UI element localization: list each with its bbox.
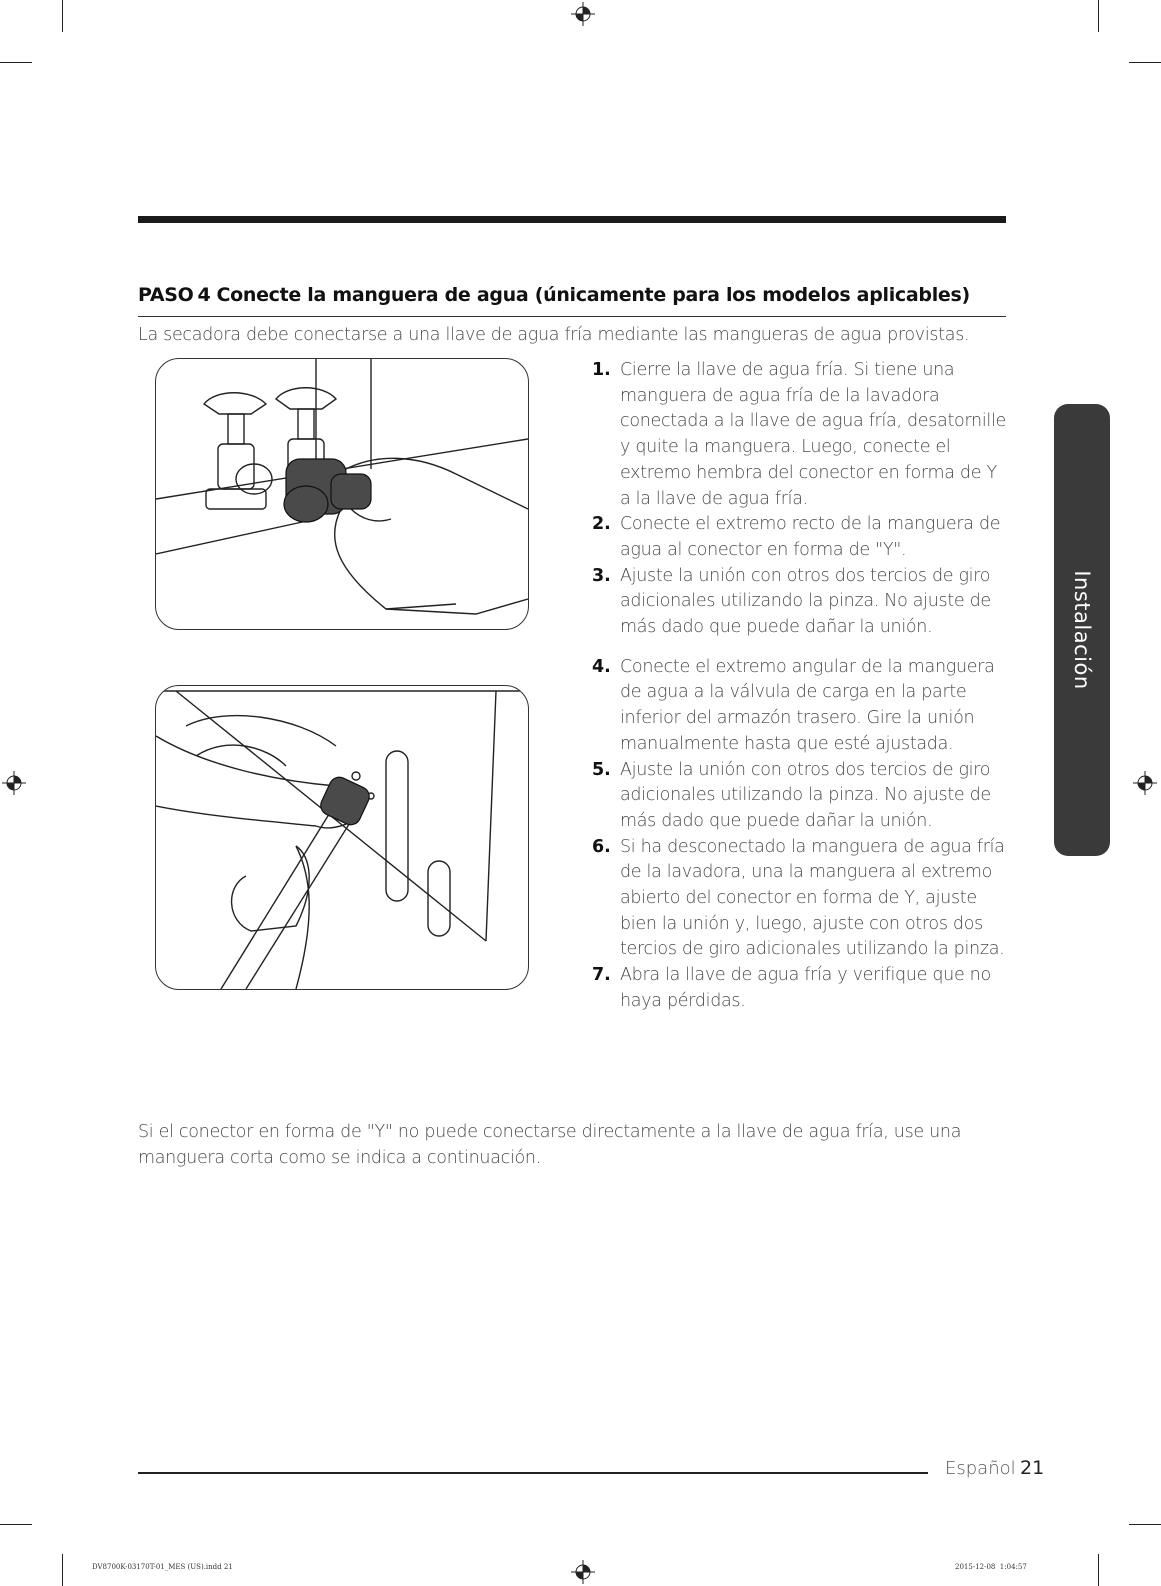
- illustration-faucet-y-connector: [155, 358, 529, 630]
- step-label: PASO: [138, 284, 194, 306]
- list-item: [588, 655, 1008, 758]
- crop-mark: [62, 0, 63, 32]
- step-item-number: 3.: [592, 565, 611, 586]
- side-tab-label: Instalación: [1070, 570, 1094, 690]
- crop-mark: [62, 1554, 63, 1586]
- step-item-number: 4.: [592, 656, 611, 677]
- print-slug-right: 2015-12-08 ￼ 1:04:57: [955, 1563, 1027, 1571]
- registration-mark-icon: [571, 1560, 595, 1584]
- faucet-connector-drawing: [156, 359, 528, 629]
- list-item: [588, 963, 1008, 1014]
- crop-mark: [1098, 0, 1099, 32]
- step-item-text: Abra la llave de agua fría y verifique que no haya pérdidas.: [620, 965, 991, 1011]
- registration-mark-icon: [571, 2, 595, 26]
- crop-mark: [1129, 1524, 1161, 1525]
- step-item-number: 6.: [592, 836, 611, 857]
- step-item-text: Ajuste la unión con otros dos tercios de giro adicionales utilizando la pinza. No ajuste de más dado que puede dañar la unión.: [620, 759, 991, 831]
- step-item-number: 5.: [592, 759, 611, 780]
- list-item: [588, 835, 1008, 964]
- page-number: 21: [1020, 1457, 1045, 1479]
- crop-mark: [0, 1524, 32, 1525]
- crop-mark: [1098, 1554, 1099, 1586]
- step-item-text: Conecte el extremo recto de la manguera de agua al conector en forma de "Y".: [620, 514, 1001, 560]
- crop-mark: [0, 62, 32, 63]
- step-item-text: Conecte el extremo angular de la manguera de agua a la válvula de carga en la parte inferior del armazón trasero. Gire la unión manualmente hasta que esté ajustada.: [620, 656, 995, 754]
- section-divider: [138, 216, 1006, 223]
- footer-language: Español: [945, 1458, 1016, 1479]
- list-item: [588, 564, 1008, 641]
- outro-text: Si el conector en forma de "Y" no puede conectarse directamente a la llave de agua fría, use una manguera corta como se indica a continuación.: [138, 1122, 962, 1168]
- heading-underline: [138, 316, 1006, 317]
- steps-list: [588, 358, 1008, 1015]
- illustration-dryer-valve: [155, 685, 529, 990]
- section-side-tab: [1054, 404, 1110, 856]
- step-title: Conecte la manguera de agua (únicamente para los modelos aplicables): [216, 284, 970, 306]
- intro-text: La secadora debe conectarse a una llave de agua fría mediante las mangueras de agua provistas.: [138, 325, 970, 345]
- print-slug-left: DV8700K-03170T-01_MES (US).indd 21: [92, 1563, 233, 1571]
- dryer-valve-drawing: [156, 686, 528, 989]
- list-item: [588, 758, 1008, 835]
- step-item-number: 2.: [592, 514, 611, 535]
- step-heading: [138, 284, 1006, 306]
- list-item: [588, 358, 1008, 512]
- step-item-number: 7.: [592, 965, 611, 986]
- footer-rule: [138, 1472, 928, 1474]
- list-item: [588, 512, 1008, 563]
- crop-mark: [1129, 62, 1161, 63]
- registration-mark-icon: [2, 771, 26, 795]
- step-item-number: 1.: [592, 360, 611, 380]
- step-item-text: Ajuste la unión con otros dos tercios de giro adicionales utilizando la pinza. No ajuste de más dado que puede dañar la unión.: [620, 565, 991, 638]
- step-item-text: Cierre la llave de agua fría. Si tiene una manguera de agua fría de la lavadora conectada a la llave de agua fría, desatornille y quite la manguera. Luego, conecte el extremo hembra del conector en forma de Y a la llave de agua fría.: [620, 360, 1006, 509]
- step-item-text: Si ha desconectado la manguera de agua fría de la lavadora, una la manguera al extremo abierto del conector en forma de Y, ajuste bien la unión y, luego, ajuste con otros dos tercios de giro adicionales utilizando la pinza.: [620, 836, 1005, 960]
- registration-mark-icon: [1133, 771, 1157, 795]
- step-number: 4: [197, 284, 211, 306]
